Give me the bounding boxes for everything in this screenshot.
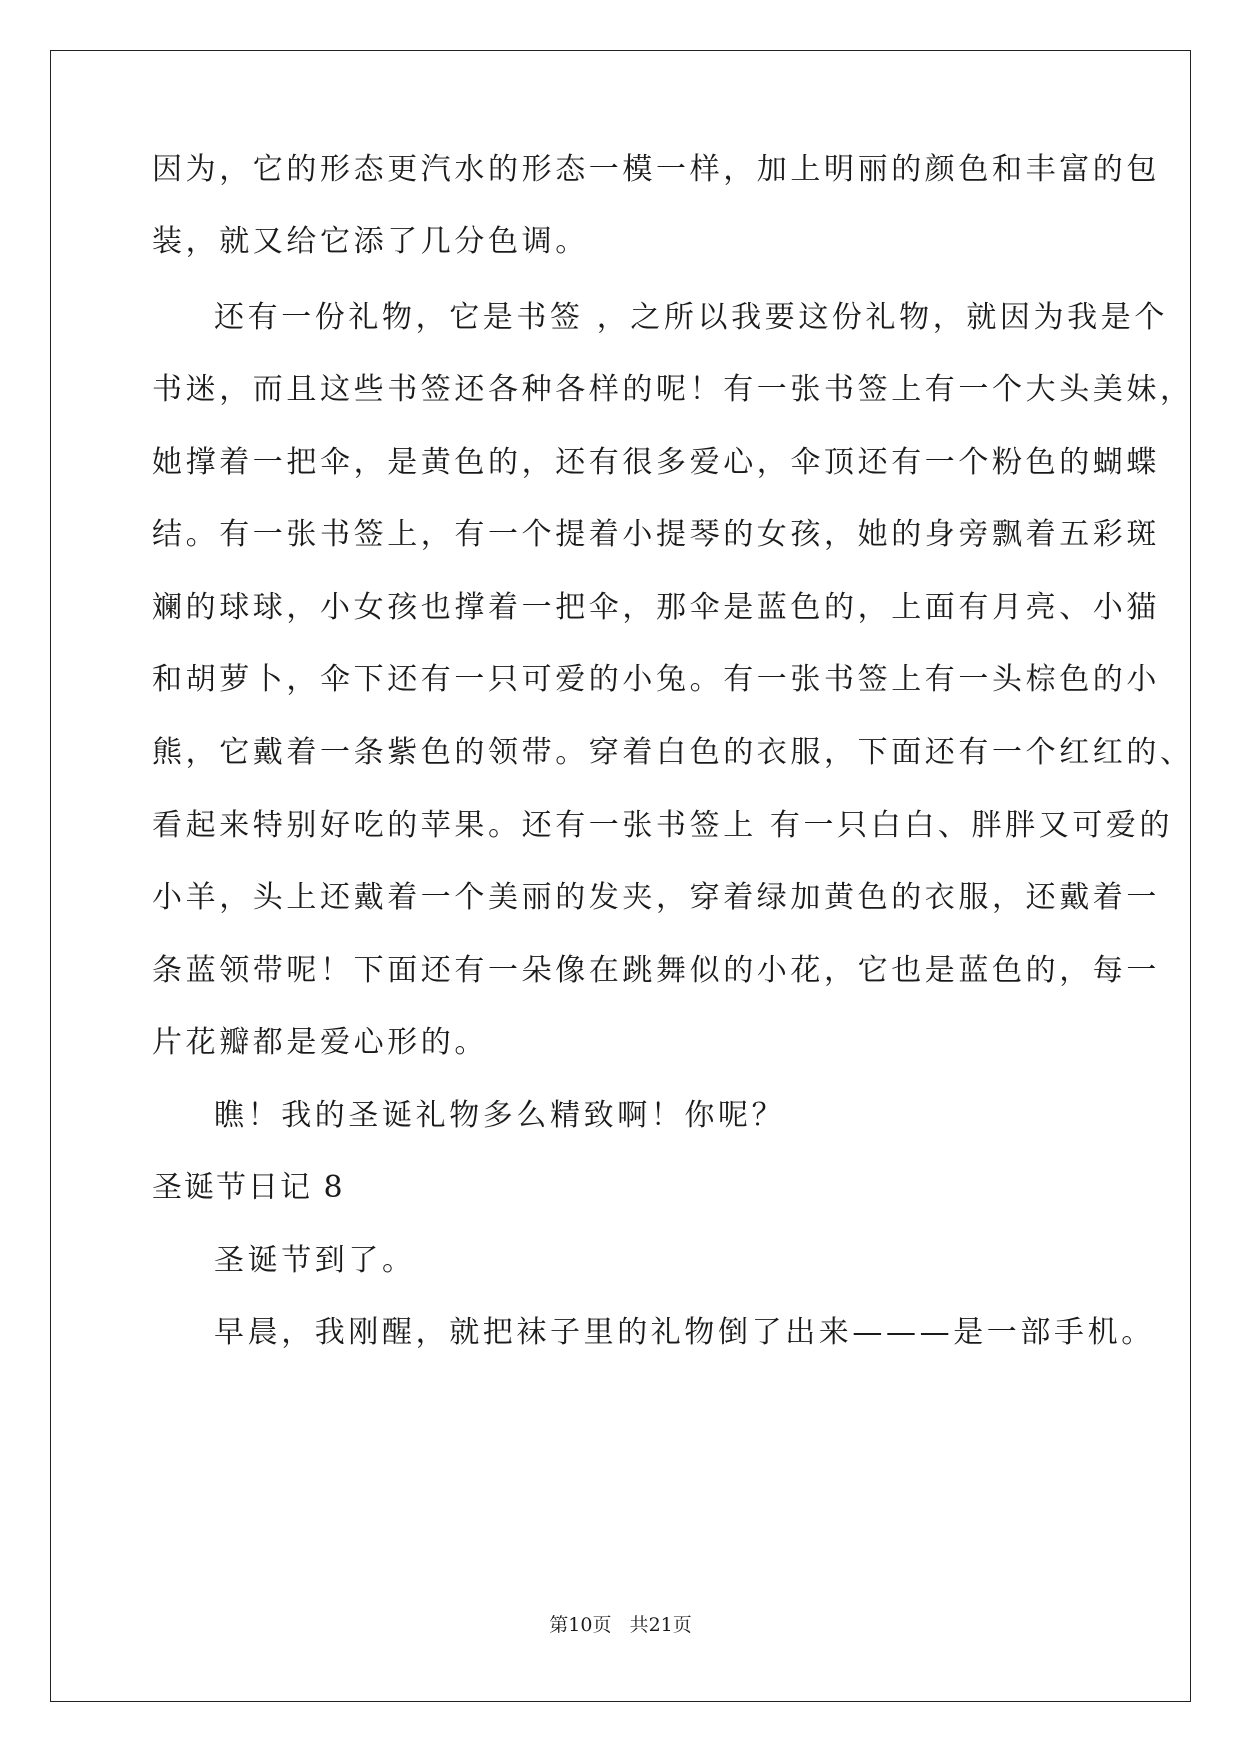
paragraph-line: 因为，它的形态更汽水的形态一模一样，加上明丽的颜色和丰富的包 bbox=[152, 152, 1160, 187]
paragraph-line: 装，就又给它添了几分色调。 bbox=[152, 224, 589, 259]
paragraph-line: 瞧！我的圣诞礼物多么精致啊！你呢？ bbox=[214, 1098, 786, 1133]
paragraph-line: 她撑着一把伞，是黄色的，还有很多爱心，伞顶还有一个粉色的蝴蝶 bbox=[152, 445, 1160, 480]
paragraph-line: 条蓝领带呢！下面还有一朵像在跳舞似的小花，它也是蓝色的，每一 bbox=[152, 953, 1160, 988]
footer-page-total: 21 bbox=[648, 1614, 673, 1636]
paragraph-line: 片花瓣都是爱心形的。 bbox=[152, 1025, 488, 1060]
paragraph-line: 结。有一张书签上，有一个提着小提琴的女孩，她的身旁飘着五彩斑 bbox=[152, 517, 1160, 552]
paragraph-line: 和胡萝卜，伞下还有一只可爱的小兔。有一张书签上有一头棕色的小 bbox=[152, 662, 1160, 697]
page-number-footer bbox=[0, 1612, 1241, 1638]
paragraph-line: 小羊，头上还戴着一个美丽的发夹，穿着绿加黄色的衣服，还戴着一 bbox=[152, 880, 1160, 915]
paragraph-line: 还有一份礼物，它是书签 ，之所以我要这份礼物，就因为我是个 bbox=[214, 300, 1168, 335]
paragraph-line: 斓的球球，小女孩也撑着一把伞，那伞是蓝色的，上面有月亮、小猫 bbox=[152, 590, 1160, 625]
paragraph-line: 早晨，我刚醒，就把袜子里的礼物倒了出来———是一部手机。 bbox=[214, 1315, 1155, 1350]
footer-mid: 页 共 bbox=[592, 1614, 649, 1636]
footer-suffix: 页 bbox=[672, 1614, 692, 1636]
paragraph-line: 熊，它戴着一条紫色的领带。穿着白色的衣服，下面还有一个红红的、 bbox=[152, 735, 1194, 770]
paragraph-line: 圣诞节到了。 bbox=[214, 1243, 416, 1278]
section-heading: 圣诞节日记 8 bbox=[152, 1170, 345, 1205]
paragraph-line: 看起来特别好吃的苹果。还有一张书签上 有一只白白、胖胖又可爱的 bbox=[152, 808, 1174, 843]
footer-page-current: 10 bbox=[568, 1614, 593, 1636]
paragraph-line: 书迷，而且这些书签还各种各样的呢！有一张书签上有一个大头美妹， bbox=[152, 372, 1194, 407]
footer-prefix: 第 bbox=[549, 1614, 569, 1636]
